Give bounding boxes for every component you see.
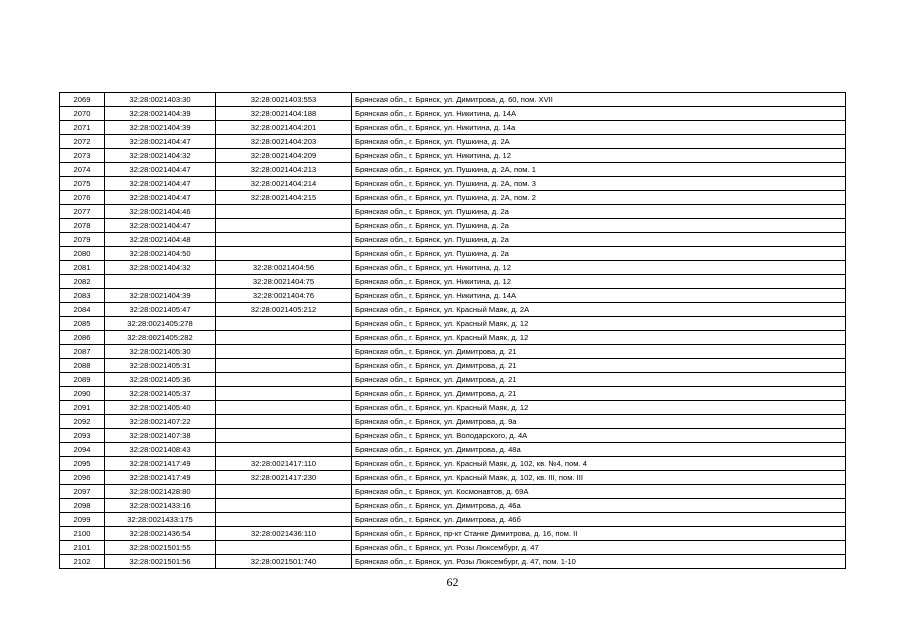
address-cell: Брянская обл., г. Брянск, ул. Пушкина, д. 2А, пом. 1 xyxy=(352,163,846,177)
address-cell: Брянская обл., г. Брянск, ул. Володарского, д. 4А xyxy=(352,429,846,443)
row-number-cell: 2094 xyxy=(60,443,105,457)
address-cell: Брянская обл., г. Брянск, ул. Никитина, д. 12 xyxy=(352,275,846,289)
object-cadastral-number-cell xyxy=(216,499,352,513)
parcel-cadastral-number-cell: 32:28:0021405:40 xyxy=(105,401,216,415)
address-cell: Брянская обл., г. Брянск, ул. Димитрова, д. 46а xyxy=(352,499,846,513)
row-number-cell: 2076 xyxy=(60,191,105,205)
table-row xyxy=(60,191,846,205)
table-row xyxy=(60,331,846,345)
parcel-cadastral-number-cell: 32:28:0021404:48 xyxy=(105,233,216,247)
parcel-cadastral-number-cell: 32:28:0021405:36 xyxy=(105,373,216,387)
parcel-cadastral-number-cell xyxy=(105,275,216,289)
table-row xyxy=(60,275,846,289)
row-number-cell: 2093 xyxy=(60,429,105,443)
object-cadastral-number-cell xyxy=(216,485,352,499)
object-cadastral-number-cell xyxy=(216,359,352,373)
table-row xyxy=(60,121,846,135)
address-cell: Брянская обл., г. Брянск, ул. Димитрова, д. 9а xyxy=(352,415,846,429)
address-cell: Брянская обл., г. Брянск, ул. Димитрова, д. 21 xyxy=(352,373,846,387)
row-number-cell: 2071 xyxy=(60,121,105,135)
object-cadastral-number-cell xyxy=(216,541,352,555)
parcel-cadastral-number-cell: 32:28:0021417:49 xyxy=(105,471,216,485)
table-row xyxy=(60,471,846,485)
parcel-cadastral-number-cell: 32:28:0021405:278 xyxy=(105,317,216,331)
address-cell: Брянская обл., г. Брянск, ул. Никитина, д. 12 xyxy=(352,261,846,275)
row-number-cell: 2089 xyxy=(60,373,105,387)
object-cadastral-number-cell: 32:28:0021404:76 xyxy=(216,289,352,303)
table-row xyxy=(60,289,846,303)
parcel-cadastral-number-cell: 32:28:0021417:49 xyxy=(105,457,216,471)
row-number-cell: 2082 xyxy=(60,275,105,289)
parcel-cadastral-number-cell: 32:28:0021501:55 xyxy=(105,541,216,555)
parcel-cadastral-number-cell: 32:28:0021404:47 xyxy=(105,219,216,233)
address-cell: Брянская обл., г. Брянск, ул. Красный Маяк, д. 12 xyxy=(352,331,846,345)
object-cadastral-number-cell: 32:28:0021404:56 xyxy=(216,261,352,275)
object-cadastral-number-cell xyxy=(216,233,352,247)
address-cell: Брянская обл., г. Брянск, ул. Красный Маяк, д. 102, кв. III, пом. III xyxy=(352,471,846,485)
row-number-cell: 2069 xyxy=(60,93,105,107)
table-row xyxy=(60,303,846,317)
address-cell: Брянская обл., г. Брянск, ул. Пушкина, д. 2А xyxy=(352,135,846,149)
address-cell: Брянская обл., г. Брянск, ул. Димитрова, д. 46б xyxy=(352,513,846,527)
object-cadastral-number-cell: 32:28:0021404:203 xyxy=(216,135,352,149)
object-cadastral-number-cell xyxy=(216,401,352,415)
address-cell: Брянская обл., г. Брянск, ул. Розы Люксембург, д. 47 xyxy=(352,541,846,555)
parcel-cadastral-number-cell: 32:28:0021501:56 xyxy=(105,555,216,569)
registry-table-body xyxy=(60,93,846,569)
table-row xyxy=(60,93,846,107)
object-cadastral-number-cell xyxy=(216,345,352,359)
table-row xyxy=(60,499,846,513)
parcel-cadastral-number-cell: 32:28:0021405:31 xyxy=(105,359,216,373)
object-cadastral-number-cell xyxy=(216,247,352,261)
object-cadastral-number-cell: 32:28:0021501:740 xyxy=(216,555,352,569)
address-cell: Брянская обл., г. Брянск, ул. Никитина, д. 14А xyxy=(352,107,846,121)
parcel-cadastral-number-cell: 32:28:0021407:38 xyxy=(105,429,216,443)
object-cadastral-number-cell: 32:28:0021404:214 xyxy=(216,177,352,191)
address-cell: Брянская обл., г. Брянск, ул. Никитина, д. 14А xyxy=(352,289,846,303)
row-number-cell: 2073 xyxy=(60,149,105,163)
row-number-cell: 2087 xyxy=(60,345,105,359)
table-row xyxy=(60,247,846,261)
object-cadastral-number-cell: 32:28:0021436:110 xyxy=(216,527,352,541)
object-cadastral-number-cell: 32:28:0021404:75 xyxy=(216,275,352,289)
object-cadastral-number-cell: 32:28:0021404:215 xyxy=(216,191,352,205)
row-number-cell: 2070 xyxy=(60,107,105,121)
parcel-cadastral-number-cell: 32:28:0021404:46 xyxy=(105,205,216,219)
address-cell: Брянская обл., г. Брянск, ул. Димитрова, д. 48а xyxy=(352,443,846,457)
table-row xyxy=(60,415,846,429)
row-number-cell: 2084 xyxy=(60,303,105,317)
parcel-cadastral-number-cell: 32:28:0021404:47 xyxy=(105,177,216,191)
address-cell: Брянская обл., г. Брянск, ул. Никитина, д. 12 xyxy=(352,149,846,163)
table-row xyxy=(60,233,846,247)
parcel-cadastral-number-cell: 32:28:0021404:32 xyxy=(105,149,216,163)
row-number-cell: 2091 xyxy=(60,401,105,415)
row-number-cell: 2095 xyxy=(60,457,105,471)
object-cadastral-number-cell: 32:28:0021404:188 xyxy=(216,107,352,121)
table-row xyxy=(60,163,846,177)
parcel-cadastral-number-cell: 32:28:0021404:47 xyxy=(105,191,216,205)
table-row xyxy=(60,205,846,219)
object-cadastral-number-cell xyxy=(216,513,352,527)
parcel-cadastral-number-cell: 32:28:0021405:282 xyxy=(105,331,216,345)
parcel-cadastral-number-cell: 32:28:0021436:54 xyxy=(105,527,216,541)
object-cadastral-number-cell: 32:28:0021405:212 xyxy=(216,303,352,317)
address-cell: Брянская обл., г. Брянск, ул. Красный Маяк, д. 12 xyxy=(352,401,846,415)
address-cell: Брянская обл., г. Брянск, ул. Пушкина, д. 2А, пом. 3 xyxy=(352,177,846,191)
address-cell: Брянская обл., г. Брянск, ул. Димитрова, д. 21 xyxy=(352,345,846,359)
row-number-cell: 2072 xyxy=(60,135,105,149)
object-cadastral-number-cell xyxy=(216,373,352,387)
object-cadastral-number-cell: 32:28:0021404:209 xyxy=(216,149,352,163)
row-number-cell: 2100 xyxy=(60,527,105,541)
table-row xyxy=(60,485,846,499)
object-cadastral-number-cell: 32:28:0021417:230 xyxy=(216,471,352,485)
table-row xyxy=(60,457,846,471)
parcel-cadastral-number-cell: 32:28:0021405:47 xyxy=(105,303,216,317)
table-row xyxy=(60,527,846,541)
row-number-cell: 2083 xyxy=(60,289,105,303)
parcel-cadastral-number-cell: 32:28:0021433:175 xyxy=(105,513,216,527)
address-cell: Брянская обл., г. Брянск, ул. Красный Маяк, д. 2А xyxy=(352,303,846,317)
parcel-cadastral-number-cell: 32:28:0021433:16 xyxy=(105,499,216,513)
row-number-cell: 2077 xyxy=(60,205,105,219)
row-number-cell: 2079 xyxy=(60,233,105,247)
table-row xyxy=(60,541,846,555)
object-cadastral-number-cell: 32:28:0021417:110 xyxy=(216,457,352,471)
object-cadastral-number-cell xyxy=(216,443,352,457)
table-row xyxy=(60,429,846,443)
table-row xyxy=(60,345,846,359)
page-number: 62 xyxy=(446,575,459,589)
table-row xyxy=(60,359,846,373)
parcel-cadastral-number-cell: 32:28:0021404:32 xyxy=(105,261,216,275)
parcel-cadastral-number-cell: 32:28:0021403:30 xyxy=(105,93,216,107)
row-number-cell: 2099 xyxy=(60,513,105,527)
object-cadastral-number-cell: 32:28:0021404:201 xyxy=(216,121,352,135)
table-row xyxy=(60,261,846,275)
row-number-cell: 2101 xyxy=(60,541,105,555)
address-cell: Брянская обл., г. Брянск, ул. Пушкина, д. 2а xyxy=(352,233,846,247)
object-cadastral-number-cell: 32:28:0021403:553 xyxy=(216,93,352,107)
table-row xyxy=(60,387,846,401)
row-number-cell: 2096 xyxy=(60,471,105,485)
row-number-cell: 2078 xyxy=(60,219,105,233)
address-cell: Брянская обл., г. Брянск, ул. Красный Маяк, д. 12 xyxy=(352,317,846,331)
table-row xyxy=(60,135,846,149)
address-cell: Брянская обл., г. Брянск, ул. Димитрова, д. 21 xyxy=(352,359,846,373)
table-row xyxy=(60,373,846,387)
parcel-cadastral-number-cell: 32:28:0021404:39 xyxy=(105,107,216,121)
object-cadastral-number-cell xyxy=(216,205,352,219)
row-number-cell: 2098 xyxy=(60,499,105,513)
table-row xyxy=(60,107,846,121)
row-number-cell: 2092 xyxy=(60,415,105,429)
object-cadastral-number-cell xyxy=(216,331,352,345)
object-cadastral-number-cell: 32:28:0021404:213 xyxy=(216,163,352,177)
parcel-cadastral-number-cell: 32:28:0021404:39 xyxy=(105,121,216,135)
object-cadastral-number-cell xyxy=(216,317,352,331)
address-cell: Брянская обл., г. Брянск, ул. Розы Люксембург, д. 47, пом. 1-10 xyxy=(352,555,846,569)
object-cadastral-number-cell xyxy=(216,415,352,429)
address-cell: Брянская обл., г. Брянск, ул. Пушкина, д. 2а xyxy=(352,219,846,233)
table-row xyxy=(60,555,846,569)
row-number-cell: 2075 xyxy=(60,177,105,191)
table-row xyxy=(60,219,846,233)
address-cell: Брянская обл., г. Брянск, ул. Димитрова, д. 60, пом. XVII xyxy=(352,93,846,107)
row-number-cell: 2085 xyxy=(60,317,105,331)
table-row xyxy=(60,177,846,191)
address-cell: Брянская обл., г. Брянск, ул. Димитрова, д. 21 xyxy=(352,387,846,401)
table-row xyxy=(60,401,846,415)
table-row xyxy=(60,443,846,457)
row-number-cell: 2097 xyxy=(60,485,105,499)
address-cell: Брянская обл., г. Брянск, ул. Никитина, д. 14а xyxy=(352,121,846,135)
address-cell: Брянская обл., г. Брянск, ул. Красный Маяк, д. 102, кв. №4, пом. 4 xyxy=(352,457,846,471)
address-cell: Брянская обл., г. Брянск, ул. Космонавтов, д. 69А xyxy=(352,485,846,499)
table-row xyxy=(60,317,846,331)
parcel-cadastral-number-cell: 32:28:0021404:47 xyxy=(105,163,216,177)
parcel-cadastral-number-cell: 32:28:0021408:43 xyxy=(105,443,216,457)
address-cell: Брянская обл., г. Брянск, ул. Пушкина, д. 2А, пом. 2 xyxy=(352,191,846,205)
table-row xyxy=(60,149,846,163)
parcel-cadastral-number-cell: 32:28:0021407:22 xyxy=(105,415,216,429)
address-cell: Брянская обл., г. Брянск, пр-кт Станке Димитрова, д. 16, пом. II xyxy=(352,527,846,541)
row-number-cell: 2088 xyxy=(60,359,105,373)
row-number-cell: 2086 xyxy=(60,331,105,345)
parcel-cadastral-number-cell: 32:28:0021404:50 xyxy=(105,247,216,261)
table-row xyxy=(60,513,846,527)
row-number-cell: 2074 xyxy=(60,163,105,177)
object-cadastral-number-cell xyxy=(216,429,352,443)
object-cadastral-number-cell xyxy=(216,387,352,401)
address-cell: Брянская обл., г. Брянск, ул. Пушкина, д. 2а xyxy=(352,247,846,261)
parcel-cadastral-number-cell: 32:28:0021428:80 xyxy=(105,485,216,499)
object-cadastral-number-cell xyxy=(216,219,352,233)
address-cell: Брянская обл., г. Брянск, ул. Пушкина, д. 2а xyxy=(352,205,846,219)
parcel-cadastral-number-cell: 32:28:0021404:47 xyxy=(105,135,216,149)
row-number-cell: 2081 xyxy=(60,261,105,275)
row-number-cell: 2080 xyxy=(60,247,105,261)
row-number-cell: 2090 xyxy=(60,387,105,401)
registry-table xyxy=(59,92,846,569)
parcel-cadastral-number-cell: 32:28:0021404:39 xyxy=(105,289,216,303)
parcel-cadastral-number-cell: 32:28:0021405:37 xyxy=(105,387,216,401)
parcel-cadastral-number-cell: 32:28:0021405:30 xyxy=(105,345,216,359)
row-number-cell: 2102 xyxy=(60,555,105,569)
